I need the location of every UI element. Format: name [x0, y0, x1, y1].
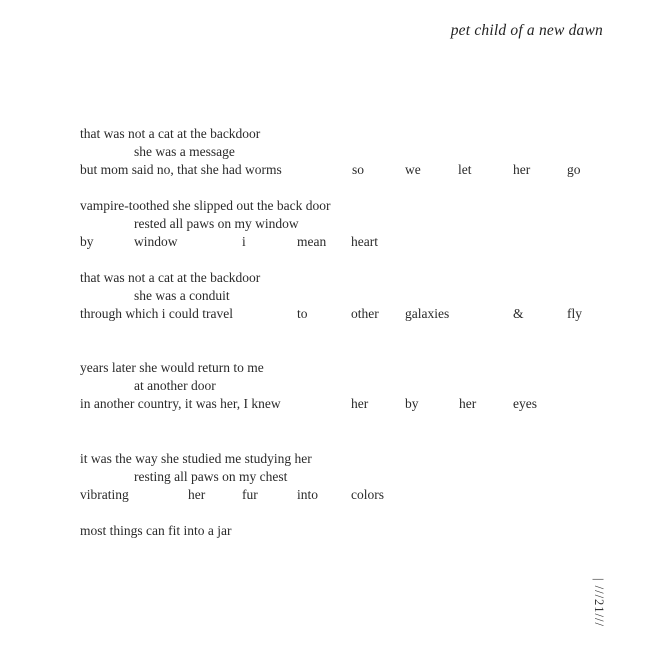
scattered-word: window: [134, 234, 178, 249]
scattered-word: her: [351, 396, 369, 411]
scattered-word: we: [405, 162, 421, 177]
stanza-line: that was not a cat at the backdoor: [80, 126, 261, 141]
scattered-word: galaxies: [405, 306, 450, 321]
closing-line: most things can fit into a jar: [80, 523, 232, 538]
scattered-word: but mom said no, that she had worms: [80, 162, 282, 177]
page-number: | ///21///: [592, 578, 606, 627]
scattered-word: her: [459, 396, 477, 411]
scattered-word: heart: [351, 234, 378, 249]
scattered-word: to: [297, 306, 308, 321]
scattered-word: fly: [567, 306, 582, 321]
scattered-word: &: [513, 306, 524, 321]
scattered-word: colors: [351, 487, 384, 502]
stanza-line: years later she would return to me: [80, 360, 264, 375]
stanza-line-indented: she was a message: [134, 144, 235, 159]
scattered-word: so: [352, 162, 365, 177]
stanza-line: vampire-toothed she slipped out the back door: [80, 198, 331, 213]
stanza-line-indented: rested all paws on my window: [134, 216, 299, 231]
stanza-line: that was not a cat at the backdoor: [80, 270, 261, 285]
stanza-line-indented: she was a conduit: [134, 288, 230, 303]
scattered-word: in another country, it was her, I knew: [80, 396, 281, 411]
scattered-word: i: [242, 234, 246, 249]
scattered-word: eyes: [513, 396, 537, 411]
scattered-word: other: [351, 306, 379, 321]
scattered-word: go: [567, 162, 581, 177]
scattered-word: by: [80, 234, 94, 249]
scattered-word: into: [297, 487, 319, 502]
scattered-word: her: [513, 162, 531, 177]
page-header-title: pet child of a new dawn: [450, 22, 603, 39]
scattered-word: let: [458, 162, 472, 177]
stanza-line-indented: resting all paws on my chest: [134, 469, 288, 484]
scattered-word: her: [188, 487, 206, 502]
scattered-word: through which i could travel: [80, 306, 233, 321]
scattered-word: fur: [242, 487, 258, 502]
scattered-word: vibrating: [80, 487, 129, 502]
stanza-line-indented: at another door: [134, 378, 216, 393]
stanza-line: it was the way she studied me studying her: [80, 451, 312, 466]
scattered-word: by: [405, 396, 419, 411]
scattered-word: mean: [297, 234, 327, 249]
